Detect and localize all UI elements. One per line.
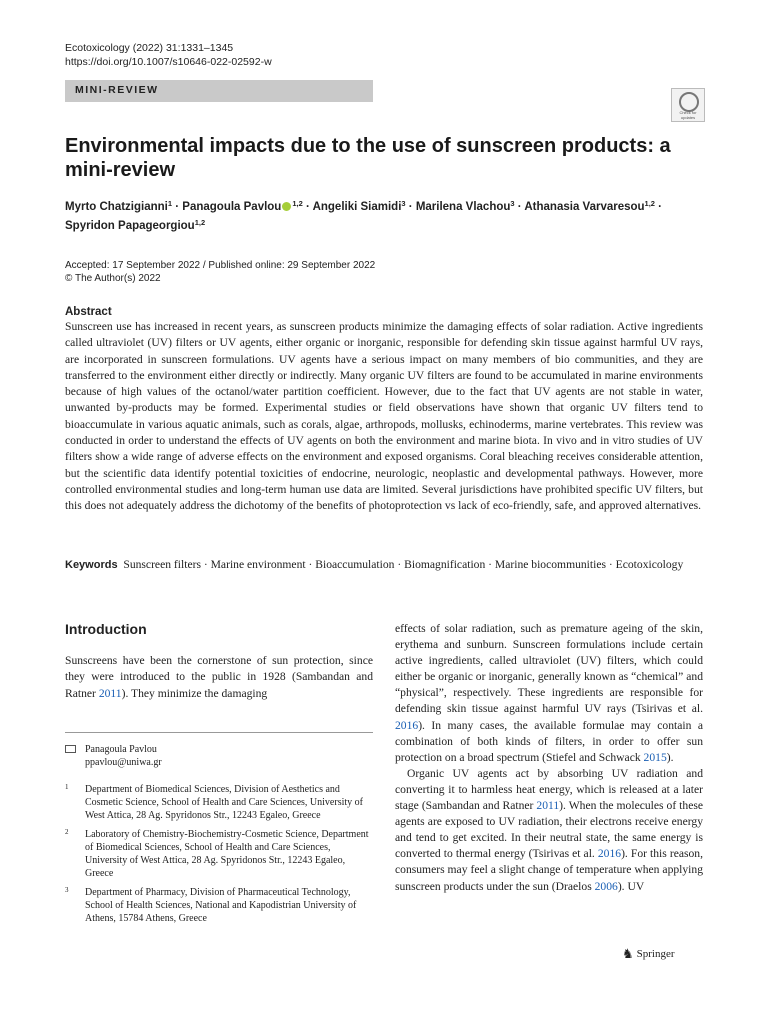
author-affiliation-ref: 1,2: [644, 199, 655, 208]
publisher-logo: [622, 947, 675, 960]
paper-title: Environmental impacts due to the use of sunscreen products: a mini-review: [65, 135, 671, 181]
correspondence: [65, 743, 373, 769]
author-list: Myrto Chatzigianni$^1$ · Panagoula Pavlou $^{1,2}$ · Angeliki Siamidi$^3$ · Marilena Vlachou$^3$ · Athanasia Varvaresou$^{1,2}$ · Spyridon Papageorgiou$^{1,2}$: [65, 199, 663, 232]
publication-dates: [65, 259, 375, 285]
correspondence-name: Panagoula Pavlou: [85, 744, 157, 755]
keywords-list: Sunscreen filters · Marine environment · Bioaccumulation · Biomagnification · Marine biocommunities · Ecotoxicology: [123, 558, 684, 571]
affiliation-text: Department of Pharmacy, Division of Pharmaceutical Technology, School of Health Sciences, National and Kapodistrian University of Athens, 15784 Athens, Greece: [85, 887, 357, 924]
author-name[interactable]: Marilena Vlachou: [415, 201, 511, 213]
affiliation-text: Department of Biomedical Sciences, Division of Aesthetics and Cosmetic Science, School of Health and Care Sciences, University of West Attica, 28 Ag. Spyridonos Str., 12243 Egaleo, Greece: [85, 784, 363, 821]
envelope-icon: [65, 745, 76, 753]
author-name[interactable]: Panagoula Pavlou: [182, 201, 282, 213]
author-name[interactable]: Angeliki Siamidi: [312, 201, 402, 213]
keywords-label: Keywords: [65, 559, 118, 571]
introduction-paragraph: effects of solar radiation, such as premature ageing of the skin, erythema and sunburn. Sunscreen formulations include certain active ingredients, called ultraviolet (UV) filters, which could either be organic or inorganic, generally known as “chemical” and “physical”, respectively. These ingredients are responsible for defending skin tissue against harmful UV rays (Tsirivas et al. 2016). In many cases, the available formulae may contain a combination of both kinds of filters, in order to offer sun protection on a broad spectrum (Stiefel and Schwack 2015).: [395, 622, 703, 764]
author-affiliation-ref: 3: [401, 199, 406, 208]
footnote-divider: [65, 732, 373, 733]
citation-link[interactable]: 2016: [597, 847, 622, 861]
author-affiliation-ref: 1,2: [194, 218, 206, 227]
introduction-paragraph: Organic UV agents act by absorbing UV radiation and converting it to harmless heat energy, which is released at a later stage (Sambandan and Ratner 2011). When the molecules of these agents are exposed to UV radiation, their electrons receive energy and tend to get excited. In their neutral state, the same energy is converted to thermal energy (Tsirivas et al. 2016). For this reason, consumers may feel a slight change of temperature when applying sunscreen products under the sun (Draelos 2006). UV: [395, 766, 703, 893]
orcid-icon[interactable]: [282, 202, 291, 211]
publisher-name: Springer: [636, 947, 675, 960]
doi-link[interactable]: https://doi.org/10.1007/s10646-022-02592-w: [65, 56, 272, 68]
affiliation: [65, 886, 373, 925]
copyright-line: © The Author(s) 2022: [65, 273, 161, 284]
affiliation-number: 3: [65, 886, 69, 894]
citation-link[interactable]: 2016: [395, 718, 419, 732]
citation-link[interactable]: 2015: [643, 750, 667, 764]
introduction-heading: Introduction: [65, 621, 147, 637]
author-affiliation-ref: 1: [167, 199, 173, 208]
check-updates-icon: [679, 92, 699, 112]
author-name[interactable]: Myrto Chatzigianni: [65, 201, 168, 213]
affiliation-number: 1: [65, 783, 69, 791]
category-banner: [65, 80, 373, 102]
check-updates-caption: Check for updates: [679, 110, 697, 120]
author-affiliation-ref: 3: [510, 199, 515, 208]
citation-link[interactable]: 2011: [98, 686, 122, 700]
citation-link[interactable]: 2011: [536, 799, 560, 813]
author-name[interactable]: Spyridon Papageorgiou: [65, 220, 195, 232]
keywords: [65, 557, 705, 573]
dates-line: Accepted: 17 September 2022 / Published online: 29 September 2022: [65, 260, 376, 271]
introduction-column-right: [395, 621, 703, 895]
journal-header: [65, 41, 272, 69]
introduction-paragraph: Sunscreens have been the cornerstone of sun protection, since they were introduced to the public in 1928 (Sambandan and Ratner 2011). They minimize the damaging: [65, 654, 373, 700]
correspondence-email[interactable]: ppavlou@uniwa.gr: [85, 757, 162, 768]
author-name[interactable]: Athanasia Varvaresou: [524, 201, 645, 213]
springer-horse-icon: ♞: [622, 946, 634, 961]
abstract-body: Sunscreen use has increased in recent years, as sunscreen products minimize the damaging effects of solar radiation. Active ingredients called ultraviolet (UV) filters or UV agents, either organic or inorganic, responsible for defending skin tissue against harmful UV rays, are incorporated in sunscreen formulations. UV agents have a serious impact on many members of bio communities, and they are transferred to the environment either directly or indirectly. Many organic UV filters are found to be accumulated in marine environments because of high values of the octanol/water partition coefficient. However, due to the fact that UV agents are not stable in water, unwanted by-products may be formed. Experimental studies or field observations have shown that organic UV filters tend to bioaccumulate in various aquatic animals, such as corals, algae, arthropods, mollusks, echinoderms, marine vertebrates. This review was conducted in order to understand the effects of UV agents on both the environment and marine biota. In vivo and in vitro studies of UV filters show a wide range of adverse effects on the environment and exposed organisms. Coral bleaching receives considerable attention, but the scientific data identify potential toxicities of endocrine, neurologic, neoplastic and developmental pathways. However, more controlled environmental studies and long-term human use data are limited. Several jurisdictions have prohibited specific UV filters, but this does not adequately address the dichotomy of the benefits of photoprotection vs lack of eco-friendly, safe, and approved alternatives.: [65, 320, 703, 513]
author-affiliation-ref: 1,2: [292, 199, 303, 208]
check-for-updates-button[interactable]: [671, 88, 705, 122]
affiliation: [65, 828, 373, 880]
affiliation: [65, 783, 373, 822]
journal-citation: Ecotoxicology (2022) 31:1331–1345: [65, 42, 234, 54]
affiliation-number: 2: [65, 828, 69, 836]
category-label: MINI-REVIEW: [75, 84, 159, 96]
affiliation-text: Laboratory of Chemistry-Biochemistry-Cosmetic Science, Department of Biomedical Sciences, School of Health and Care Sciences, University of West Attica, 28 Ag. Spyridonos Str., 12243 Egaleo, Greece: [85, 829, 369, 879]
abstract-heading: Abstract: [65, 306, 112, 318]
citation-link[interactable]: 2006: [594, 879, 618, 893]
